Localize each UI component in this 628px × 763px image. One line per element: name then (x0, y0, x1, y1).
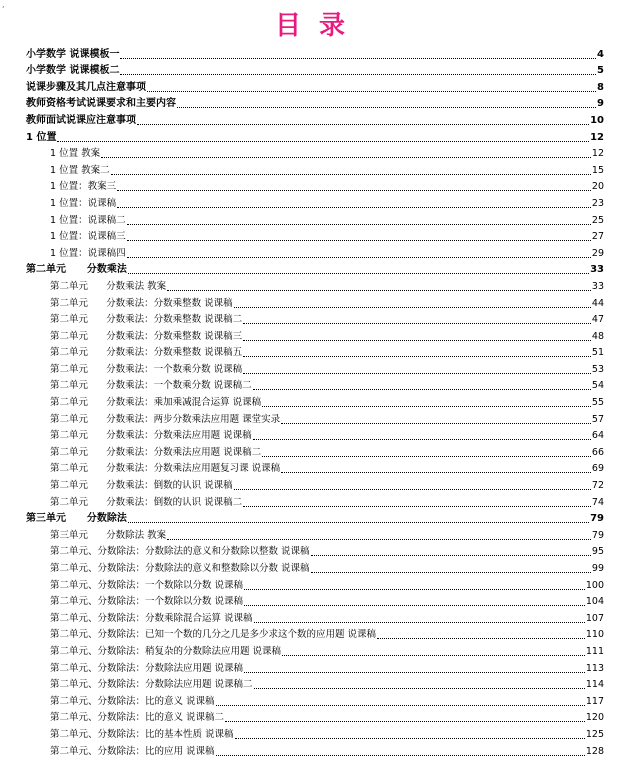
toc-entry-label: 第二单元、分数除法：稍复杂的分数除法应用题 说课稿 (50, 645, 282, 657)
toc-entry-label: 第二单元 分数乘法：分数乘法应用题 说课稿二 (50, 446, 262, 458)
toc-entry-label: 1 位置：说课稿三 (50, 231, 126, 243)
toc-entry[interactable] (26, 260, 604, 277)
toc-entry-page: 44 (591, 297, 604, 309)
toc-entry[interactable] (26, 276, 604, 293)
toc-leader-dots (234, 489, 591, 490)
toc-entry[interactable] (26, 61, 604, 78)
toc-entry-page: 57 (591, 413, 604, 425)
toc-entry[interactable] (26, 708, 604, 725)
toc-leader-dots (127, 257, 591, 258)
toc-entry-label: 第二单元 分数乘法：分数乘整数 说课稿五 (50, 347, 243, 359)
toc-entry-label: 第二单元、分数除法：分数除法的意义和整数除以分数 说课稿 (50, 563, 310, 574)
toc-entry-page: 64 (591, 430, 604, 442)
toc-leader-dots (117, 190, 591, 191)
toc-entry-label: 第二单元 分数乘法：倒数的认识 说课稿 (50, 480, 233, 492)
toc-entry-page: 12 (591, 148, 604, 160)
toc-entry[interactable] (26, 110, 604, 127)
toc-entry-label: 第二单元 分数乘法 教案 (50, 280, 167, 292)
toc-entry[interactable] (26, 575, 604, 592)
toc-leader-dots (244, 672, 585, 673)
toc-leader-dots (281, 472, 591, 473)
toc-entry-page: 27 (591, 231, 604, 243)
toc-entry[interactable] (26, 641, 604, 658)
toc-entry[interactable] (26, 326, 604, 343)
toc-entry-page: 55 (591, 397, 604, 409)
toc-leader-dots (254, 688, 585, 689)
toc-entry-label: 第二单元、分数除法：已知一个数的几分之几是多少求这个数的应用题 说课稿 (50, 629, 377, 641)
toc-entry-label: 第二单元、分数除法：分数除法应用题 说课稿二 (50, 679, 253, 691)
toc-entry-label: 小学数学 说课模板一 (26, 48, 120, 60)
toc-entry[interactable] (26, 509, 604, 526)
toc-entry-page: 29 (591, 247, 604, 259)
toc-leader-dots (253, 389, 591, 390)
toc-entry[interactable] (26, 426, 604, 443)
toc-entry[interactable] (26, 160, 604, 177)
toc-entry-label: 第二单元 分数乘法：倒数的认识 说课稿二 (50, 496, 243, 508)
toc-entry[interactable] (26, 724, 604, 741)
toc-entry-page: 23 (591, 197, 604, 209)
toc-entry[interactable] (26, 608, 604, 625)
toc-entry[interactable] (26, 243, 604, 260)
toc-entry-label: 第二单元 分数乘法：分数乘整数 说课稿三 (50, 330, 243, 342)
toc-entry-page: 79 (591, 529, 604, 541)
toc-entry-page: 15 (591, 164, 604, 176)
toc-entry-label: 1 位置：说课稿四 (50, 247, 126, 259)
toc-leader-dots (244, 605, 585, 606)
toc-leader-dots (101, 157, 591, 158)
toc-entry-label: 说课步骤及其几点注意事项 (26, 81, 146, 93)
toc-entry-label: 1 位置：说课稿二 (50, 214, 126, 226)
toc-entry-page: 9 (597, 98, 604, 110)
toc-entry[interactable] (26, 44, 604, 61)
toc-entry-label: 第二单元、分数除法：比的基本性质 说课稿 (50, 728, 234, 740)
toc-entry[interactable] (26, 343, 604, 360)
toc-entry[interactable] (26, 475, 604, 492)
toc-entry[interactable] (26, 592, 604, 609)
toc-entry-page: 33 (591, 280, 604, 292)
toc-leader-dots (282, 655, 585, 656)
toc-entry-label: 第二单元 分数乘法：乘加乘减混合运算 说课稿 (50, 397, 262, 409)
toc-entry-page: 33 (590, 264, 604, 276)
toc-entry[interactable] (26, 77, 604, 94)
toc-entry-label: 1 位置 (26, 131, 57, 143)
toc-entry[interactable] (26, 558, 604, 575)
toc-entry[interactable] (26, 392, 604, 409)
toc-leader-dots (111, 174, 591, 175)
toc-entry-label: 第二单元 分数乘法：一个数乘分数 说课稿二 (50, 380, 252, 392)
toc-entry-page: 111 (585, 645, 604, 657)
toc-entry-page: 54 (591, 380, 604, 392)
toc-leader-dots (216, 705, 585, 706)
page-title: 目录 (274, 11, 363, 41)
toc-entry[interactable] (26, 542, 604, 559)
toc-entry-page: 100 (585, 579, 604, 591)
toc-leader-dots (120, 58, 596, 59)
toc-entry[interactable] (26, 193, 604, 210)
toc-entry-label: 小学数学 说课模板二 (26, 65, 120, 77)
toc-entry-page: 10 (590, 114, 604, 126)
toc-entry-label: 第二单元、分数除法：比的应用 说课稿 (50, 745, 215, 757)
toc-entry[interactable] (26, 177, 604, 194)
toc-entry[interactable] (26, 210, 604, 227)
toc-leader-dots (147, 91, 596, 92)
toc-entry-label: 第三单元 分数除法 教案 (50, 529, 167, 541)
toc-entry-page: 12 (590, 131, 604, 143)
toc-leader-dots (235, 738, 585, 739)
toc-entry-page: 104 (585, 596, 604, 608)
table-of-contents (26, 44, 604, 758)
toc-entry[interactable] (26, 144, 604, 161)
toc-entry-page: 20 (591, 181, 604, 193)
toc-leader-dots (377, 638, 585, 639)
toc-entry[interactable] (26, 492, 604, 509)
toc-entry-page: 120 (585, 712, 604, 724)
toc-entry[interactable] (26, 459, 604, 476)
toc-leader-dots (243, 373, 591, 374)
toc-entry-page: 99 (591, 563, 604, 574)
toc-entry-page: 48 (591, 330, 604, 342)
toc-leader-dots (225, 721, 585, 722)
toc-leader-dots (167, 290, 591, 291)
toc-entry-page: 128 (585, 745, 604, 757)
toc-entry-page: 51 (591, 347, 604, 359)
toc-leader-dots (311, 555, 591, 556)
toc-entry-page: 69 (591, 463, 604, 475)
toc-entry-label: 第二单元 分数乘法：分数乘法应用题复习课 说课稿 (50, 463, 281, 475)
toc-entry-page: 113 (585, 662, 604, 674)
toc-leader-dots (177, 107, 596, 108)
toc-entry-label: 第三单元 分数除法 (26, 513, 127, 525)
toc-leader-dots (128, 522, 589, 523)
toc-entry-page: 125 (585, 728, 604, 740)
toc-entry-page: 114 (585, 679, 604, 691)
toc-leader-dots (117, 207, 591, 208)
toc-leader-dots (120, 74, 596, 75)
toc-leader-dots (253, 439, 591, 440)
toc-entry[interactable] (26, 658, 604, 675)
toc-entry[interactable] (26, 675, 604, 692)
toc-entry-page: 25 (591, 214, 604, 226)
toc-entry-label: 1 位置：说课稿 (50, 197, 117, 209)
toc-entry[interactable] (26, 409, 604, 426)
toc-entry-label: 第二单元、分数除法：一个数除以分数 说课稿 (50, 596, 244, 608)
toc-leader-dots (128, 273, 589, 274)
toc-leader-dots (216, 755, 585, 756)
toc-entry-label: 第二单元、分数除法：分数除法应用题 说课稿 (50, 662, 244, 674)
toc-entry-label: 第二单元、分数除法：比的意义 说课稿二 (50, 712, 225, 724)
toc-leader-dots (243, 506, 591, 507)
toc-entry[interactable] (26, 741, 604, 758)
toc-entry-label: 教师面试说课应注意事项 (26, 114, 136, 126)
toc-leader-dots (137, 124, 589, 125)
toc-entry-label: 第二单元 分数乘法：分数乘法应用题 说课稿 (50, 430, 252, 442)
toc-entry-label: 1 位置：教案三 (50, 181, 117, 193)
toc-leader-dots (127, 240, 591, 241)
corner-mark: , (2, 0, 5, 9)
toc-leader-dots (254, 622, 585, 623)
toc-entry-label: 第二单元 分数乘法 (26, 264, 127, 276)
toc-entry[interactable] (26, 227, 604, 244)
toc-leader-dots (167, 539, 591, 540)
toc-entry-label: 第二单元 分数乘法：分数乘整数 说课稿 (50, 297, 233, 309)
toc-entry-label: 教师资格考试说课要求和主要内容 (26, 98, 176, 110)
toc-entry-page: 74 (591, 496, 604, 508)
toc-entry-page: 5 (597, 65, 604, 77)
toc-entry-page: 95 (591, 546, 604, 558)
toc-entry-label: 第二单元、分数除法：分数乘除混合运算 说课稿 (50, 612, 253, 624)
toc-entry-page: 53 (591, 363, 604, 375)
toc-entry[interactable] (26, 625, 604, 642)
toc-entry-label: 第二单元、分数除法：一个数除以分数 说课稿 (50, 579, 244, 591)
toc-leader-dots (243, 356, 591, 357)
toc-leader-dots (243, 340, 591, 341)
toc-entry-page: 107 (585, 612, 604, 624)
toc-leader-dots (234, 307, 591, 308)
toc-entry-page: 79 (590, 513, 604, 525)
toc-leader-dots (244, 589, 585, 590)
toc-leader-dots (127, 224, 591, 225)
toc-entry-label: 第二单元 分数乘法：分数乘整数 说课稿二 (50, 314, 243, 326)
toc-entry[interactable] (26, 293, 604, 310)
toc-entry-label: 第二单元 分数乘法：两步分数乘法应用题 课堂实录 (50, 413, 281, 425)
toc-entry-label: 1 位置 教案二 (50, 164, 110, 176)
toc-entry-page: 66 (591, 446, 604, 458)
toc-leader-dots (262, 456, 591, 457)
toc-entry[interactable] (26, 94, 604, 111)
toc-entry-page: 47 (591, 314, 604, 326)
toc-leader-dots (57, 141, 589, 142)
toc-entry[interactable] (26, 525, 604, 542)
toc-entry-label: 1 位置 教案 (50, 148, 101, 160)
toc-entry-page: 117 (585, 695, 604, 707)
toc-entry-label: 第二单元、分数除法：比的意义 说课稿 (50, 695, 215, 707)
toc-entry[interactable] (26, 127, 604, 144)
toc-entry-page: 8 (597, 81, 604, 93)
toc-entry-label: 第二单元、分数除法：分数除法的意义和分数除以整数 说课稿 (50, 546, 310, 558)
toc-entry[interactable] (26, 376, 604, 393)
toc-leader-dots (281, 423, 591, 424)
toc-entry[interactable] (26, 359, 604, 376)
toc-leader-dots (311, 572, 591, 573)
toc-leader-dots (243, 323, 591, 324)
toc-entry-page: 4 (597, 48, 604, 60)
toc-entry[interactable] (26, 442, 604, 459)
toc-entry-label: 第二单元 分数乘法：一个数乘分数 说课稿 (50, 363, 243, 375)
toc-entry[interactable] (26, 691, 604, 708)
toc-entry-page: 110 (585, 629, 604, 641)
toc-entry[interactable] (26, 310, 604, 327)
toc-leader-dots (262, 406, 591, 407)
toc-entry-page: 72 (591, 480, 604, 492)
